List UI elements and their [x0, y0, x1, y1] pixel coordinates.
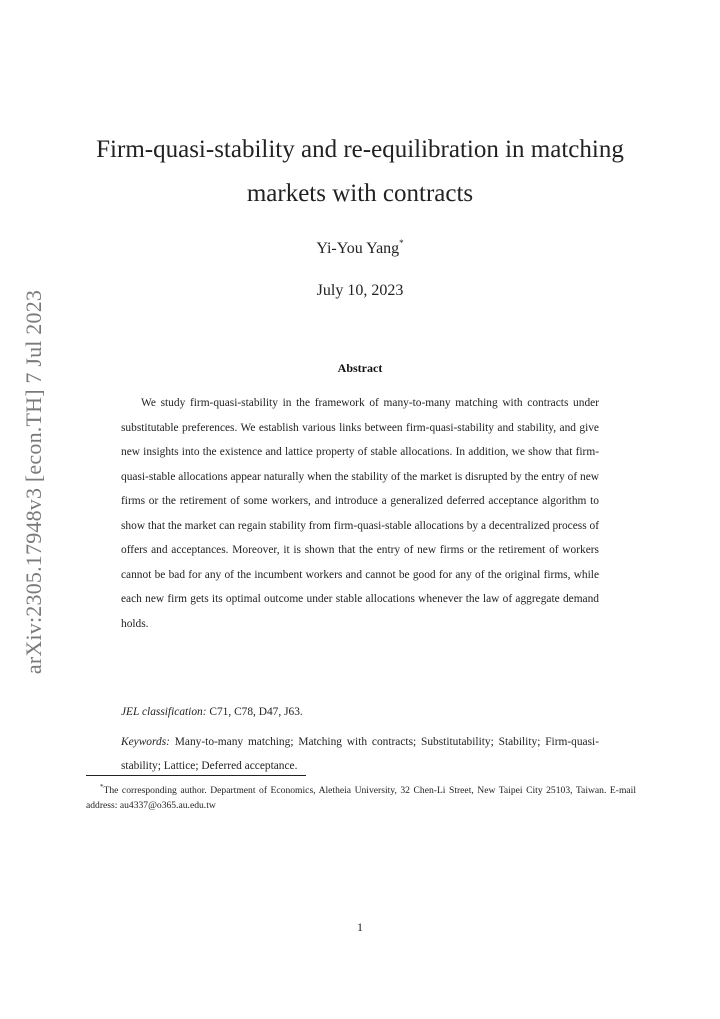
author-footnote-mark: * — [399, 238, 404, 248]
footnote — [86, 780, 636, 813]
paper-date: July 10, 2023 — [316, 282, 404, 299]
abstract-heading: Abstract — [337, 361, 383, 375]
paper-title: Firm-quasi-stability and re-equilibration in matching markets with contracts — [96, 136, 624, 207]
arxiv-stamp — [14, 289, 54, 675]
jel-value: C71, C78, D47, J63. — [209, 706, 303, 718]
footnote-divider — [86, 775, 306, 776]
footnote-mark: * — [100, 783, 104, 791]
jel-label: JEL classification: — [121, 706, 207, 718]
page-number: 1 — [357, 920, 363, 934]
keywords-label: Keywords: — [121, 736, 170, 748]
footnote-text: The corresponding author. Department of Economics, Aletheia University, 32 Chen-Li Street, New Taipei City 25103, Taiwan. E-mail address: au4337@o365.au.edu.tw — [86, 785, 636, 812]
keywords — [121, 730, 599, 778]
jel-classification — [121, 706, 599, 718]
arxiv-identifier: arXiv:2305.17948v3 [econ.TH] 7 Jul 2023 — [21, 289, 46, 675]
keywords-value: Many-to-many matching; Matching with contracts; Substitutability; Stability; Firm-quasi-stability; Lattice; Deferred acceptance. — [121, 736, 599, 772]
abstract-body: We study firm-quasi-stability in the framework of many-to-many matching with contracts under substitutable preferences. We establish various links between firm-quasi-stability and stability, and give new insights into the existence and lattice property of stable allocations. In addition, we show that firm-quasi-stable allocations appear naturally when the stability of the market is disrupted by the entry of new firms or the retirement of some workers, and introduce a generalized deferred acceptance algorithm to show that the market can regain stability from firm-quasi-stable allocations by a decentralized process of offers and acceptances. Moreover, it is shown that the entry of new firms or the retirement of workers cannot be bad for any of the incumbent workers and cannot be good for any of the original firms, while each new firm gets its optimal outcome under stable allocations whenever the law of aggregate demand holds. — [121, 397, 599, 630]
author-name: Yi-You Yang — [316, 240, 400, 257]
author-line — [0, 240, 720, 258]
